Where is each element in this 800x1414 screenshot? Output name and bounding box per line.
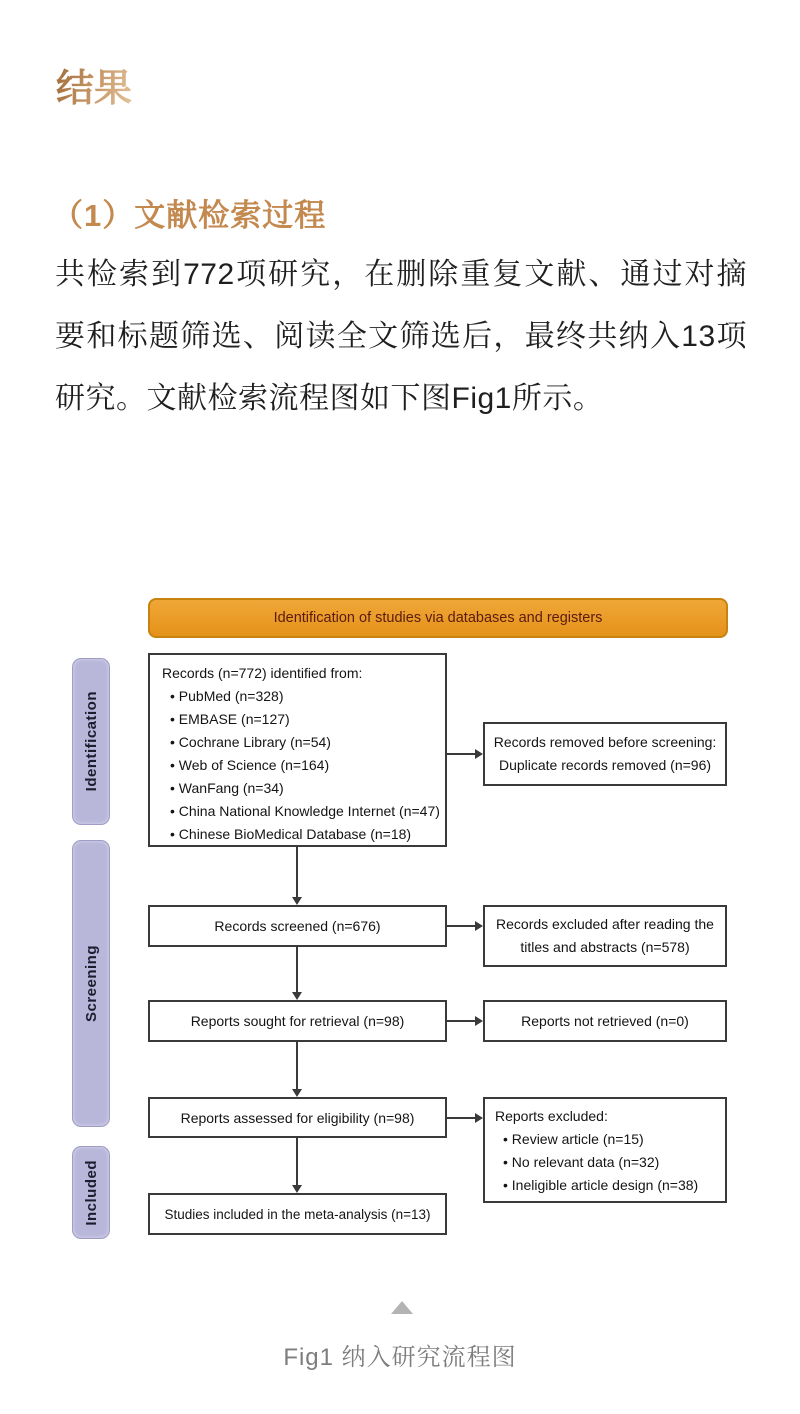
box-reports-assessed [148, 1097, 447, 1138]
box-records-removed [483, 722, 727, 786]
exclusion-list [495, 1128, 721, 1197]
body-paragraph: 共检索到772项研究，在删除重复文献、通过对摘要和标题筛选、阅读全文筛选后，最终共纳入13项研究。文献检索流程图如下图Fig1所示。 [55, 258, 747, 415]
stage-label-included [72, 1146, 110, 1239]
list-item: • No relevant data (n=32) [503, 1151, 721, 1174]
box-label: Reports not retrieved (n=0) [521, 1013, 689, 1029]
list-item: • Chinese BioMedical Database (n=18) [170, 823, 439, 846]
box-records-excluded-titles-abstracts [483, 905, 727, 967]
list-item: • Web of Science (n=164) [170, 754, 439, 777]
box-line: Duplicate records removed (n=96) [498, 757, 712, 773]
list-item: • China National Knowledge Internet (n=47) [170, 800, 439, 823]
arrow-down-icon [296, 947, 298, 992]
stage-label-identification [72, 658, 110, 825]
box-studies-included [148, 1193, 447, 1235]
box-line: Records removed before screening: [493, 734, 717, 750]
box-records-screened [148, 905, 447, 947]
flowchart-banner [148, 598, 728, 638]
figure-caption: Fig1 纳入研究流程图 [283, 1344, 517, 1371]
stage-label-text: Included [82, 1159, 100, 1226]
list-item: • Cochrane Library (n=54) [170, 731, 439, 754]
arrow-down-icon [296, 1042, 298, 1089]
box-records-identified-title: Records (n=772) identified from: [162, 665, 363, 681]
box-label: Reports assessed for eligibility (n=98) [180, 1109, 415, 1126]
box-reports-excluded-title: Reports excluded: [495, 1108, 608, 1124]
flowchart-banner-label: Identification of studies via databases and registers [273, 610, 603, 626]
box-records-identified [148, 653, 447, 847]
collapse-triangle-icon [391, 1301, 413, 1314]
box-label: Studies included in the meta-analysis (n=13) [164, 1206, 431, 1222]
arrow-down-icon [296, 1138, 298, 1185]
stage-label-screening [72, 840, 110, 1127]
arrow-down-icon [296, 847, 298, 897]
stage-label-text: Screening [82, 944, 100, 1023]
list-item: • WanFang (n=34) [170, 777, 439, 800]
box-label: Records screened (n=676) [214, 918, 381, 934]
arrow-right-icon [447, 1020, 475, 1022]
box-line: titles and abstracts (n=578) [520, 939, 690, 955]
box-reports-excluded [483, 1097, 727, 1203]
stage-label-text: Identification [82, 691, 100, 792]
box-line: Records excluded after reading the [496, 916, 714, 932]
arrow-right-icon [447, 1117, 475, 1119]
list-item: • PubMed (n=328) [170, 685, 439, 708]
list-item: • EMBASE (n=127) [170, 708, 439, 731]
section-title: 结果 [56, 65, 133, 111]
box-reports-sought [148, 1000, 447, 1042]
subsection-title: （1）文献检索过程 [52, 197, 327, 233]
list-item: • Review article (n=15) [503, 1128, 721, 1151]
box-reports-not-retrieved [483, 1000, 727, 1042]
arrow-right-icon [447, 753, 475, 755]
box-label: Reports sought for retrieval (n=98) [190, 1013, 405, 1029]
arrow-right-icon [447, 925, 475, 927]
list-item: • Ineligible article design (n=38) [503, 1174, 721, 1197]
database-list [162, 685, 439, 846]
